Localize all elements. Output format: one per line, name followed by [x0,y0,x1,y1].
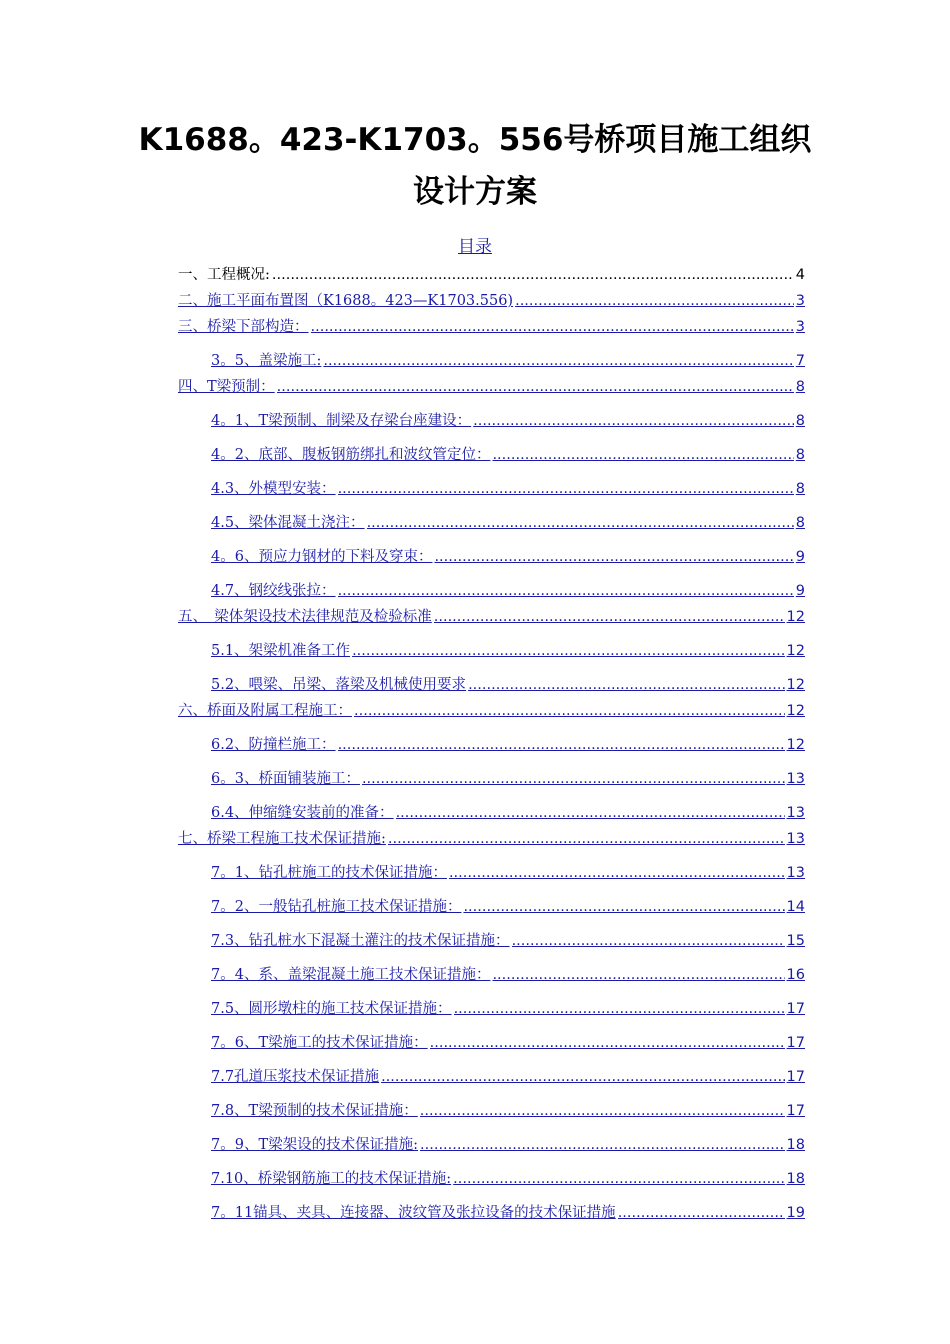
toc-entry-page-number: 4 [795,267,805,283]
toc-entry-page-number: 13 [786,831,805,847]
toc-entry-label: 七、桥梁工程施工技术保证措施: [178,831,386,847]
toc-entry-label: 5.2、喂梁、吊梁、落梁及机械使用要求 [211,677,467,693]
toc-entry[interactable] [211,734,805,756]
toc-entry-label: 4。1、T梁预制、制梁及存梁台座建设： [211,413,472,429]
toc-leader-dots [396,802,785,824]
toc-entry-page-number: 12 [786,677,805,693]
toc-leader-dots [434,606,785,628]
toc-leader-dots [492,444,793,466]
toc-leader-dots [449,862,785,884]
toc-entry-page-number: 15 [786,933,805,949]
toc-entry-label: 7.3、钻孔桩水下混凝土灌注的技术保证措施： [211,933,510,949]
toc-entry-label: 7.10、桥梁钢筋施工的技术保证措施: [211,1171,452,1187]
toc-entry-page-number: 7 [795,353,805,369]
toc-entry-label: 7。2、一般钻孔桩施工技术保证措施： [211,899,462,915]
toc-leader-dots [512,930,785,952]
toc-entry-label: 3。5、盖梁施工: [211,353,322,369]
toc-entry[interactable] [211,862,805,884]
toc-entry-page-number: 8 [795,515,805,531]
toc-entry[interactable] [211,410,805,432]
toc-entry-label: 三、桥梁下部构造： [178,319,309,335]
toc-leader-dots [473,410,794,432]
toc-entry-page-number: 17 [786,1103,805,1119]
toc-entry-page-number: 3 [795,293,805,309]
toc-leader-dots [338,580,794,602]
toc-leader-dots [492,964,784,986]
toc-entry[interactable] [178,290,805,312]
toc-entry-label: 4。2、底部、腹板钢筋绑扎和波纹管定位： [211,447,491,463]
toc-leader-dots [420,1100,785,1122]
toc-entry-page-number: 3 [795,319,805,335]
toc-entry-label: 7.7孔道压浆技术保证措施 [211,1069,380,1085]
toc-entry-page-number: 9 [795,583,805,599]
toc-entry-page-number: 17 [786,1035,805,1051]
toc-leader-dots [463,896,784,918]
toc-entry[interactable] [178,606,805,628]
toc-entry-page-number: 8 [795,447,805,463]
toc-entry-page-number: 17 [786,1069,805,1085]
toc-leader-dots [434,546,793,568]
toc-entry[interactable] [211,1066,805,1088]
toc-entry[interactable] [211,640,805,662]
toc-entry-label: 7。9、T梁架设的技术保证措施: [211,1137,419,1153]
toc-entry[interactable] [211,1100,805,1122]
toc-leader-dots [453,1168,784,1190]
toc-leader-dots [468,674,784,696]
toc-entry[interactable] [211,1134,805,1156]
toc-entry[interactable] [178,828,805,850]
toc-leader-dots [381,1066,784,1088]
toc-entry-label: 7。1、钻孔桩施工的技术保证措施： [211,865,447,881]
toc-entry[interactable] [211,580,805,602]
toc-leader-dots [338,734,785,756]
toc-entry-page-number: 13 [786,771,805,787]
toc-entry[interactable] [211,674,805,696]
toc-entry-label: 五、 梁体架设技术法律规范及检验标准 [178,609,432,625]
toc-entry[interactable] [178,376,805,398]
toc-entry-page-number: 18 [786,1171,805,1187]
toc-entry[interactable] [211,930,805,952]
toc-entry-label: 四、T梁预制： [178,379,275,395]
toc-entry-page-number: 9 [795,549,805,565]
toc-entry-page-number: 13 [786,805,805,821]
toc-leader-dots [367,512,794,534]
toc-entry[interactable] [211,478,805,500]
toc-entry-label: 6。3、桥面铺装施工： [211,771,360,787]
toc-entry[interactable] [211,1168,805,1190]
toc-entry-label: 6.4、伸缩缝安装前的准备： [211,805,394,821]
toc-entry-label: 7。11锚具、夹具、连接器、波纹管及张拉设备的技术保证措施 [211,1205,616,1221]
toc-entry-page-number: 18 [786,1137,805,1153]
toc-entry[interactable] [211,896,805,918]
toc-entry[interactable] [211,802,805,824]
toc-entry-label: 4.5、梁体混凝土浇注： [211,515,365,531]
toc-entry[interactable] [178,316,805,338]
toc-entry[interactable] [211,1202,805,1224]
toc-entry-label: 六、桥面及附属工程施工： [178,703,352,719]
document-title-line-2: 设计方案 [413,174,537,210]
document-title-line-1: K1688。423-K1703。556号桥项目施工组织 [138,122,812,158]
toc-entry[interactable] [211,964,805,986]
toc-entry[interactable] [211,998,805,1020]
toc-leader-dots [311,316,794,338]
toc-entry-page-number: 14 [786,899,805,915]
toc-leader-dots [362,768,785,790]
toc-leader-dots [352,640,784,662]
toc-entry-page-number: 17 [786,1001,805,1017]
toc-leader-dots [388,828,785,850]
toc-entry[interactable] [211,1032,805,1054]
toc-leader-dots [515,290,794,312]
toc-entry[interactable] [211,512,805,534]
toc-entry-label: 7。4、系、盖梁混凝土施工技术保证措施： [211,967,491,983]
toc-entry[interactable] [211,350,805,372]
toc-entry-label: 7.5、圆形墩柱的施工技术保证措施： [211,1001,452,1017]
toc-leader-dots [354,700,785,722]
toc-entry-label: 一、工程概况: [178,267,270,283]
toc-entry[interactable] [211,546,805,568]
toc-entry-page-number: 8 [795,379,805,395]
toc-entry-page-number: 19 [786,1205,805,1221]
toc-leader-dots [323,350,793,372]
toc-entry-label: 二、施工平面布置图（K1688。423—K1703.556) [178,293,514,309]
toc-leader-dots [338,478,794,500]
toc-entry-page-number: 12 [786,737,805,753]
toc-entry-label: 4.3、外模型安装： [211,481,336,497]
toc-entry-page-number: 12 [786,703,805,719]
toc-entry-label: 4.7、钢绞线张拉： [211,583,336,599]
toc-entry[interactable] [211,444,805,466]
toc-leader-dots [277,376,794,398]
toc-leader-dots [430,1032,785,1054]
toc-entry-label: 5.1、架梁机准备工作 [211,643,351,659]
toc-entry-label: 6.2、防撞栏施工： [211,737,336,753]
toc-entry-label: 7。6、T梁施工的技术保证措施： [211,1035,428,1051]
toc-entry-page-number: 13 [786,865,805,881]
toc-entry-label: 4。6、预应力钢材的下料及穿束： [211,549,433,565]
toc-leader-dots [618,1202,785,1224]
toc-entry[interactable] [178,264,805,286]
toc-heading[interactable]: 目录 [458,237,492,257]
toc-entry-page-number: 16 [786,967,805,983]
toc-leader-dots [272,264,794,286]
toc-entry-page-number: 8 [795,413,805,429]
toc-leader-dots [420,1134,785,1156]
toc-entry[interactable] [211,768,805,790]
toc-entry-label: 7.8、T梁预制的技术保证措施： [211,1103,418,1119]
toc-entry-page-number: 12 [786,609,805,625]
toc-leader-dots [454,998,785,1020]
toc-entry-page-number: 12 [786,643,805,659]
toc-entry[interactable] [178,700,805,722]
toc-entry-page-number: 8 [795,481,805,497]
